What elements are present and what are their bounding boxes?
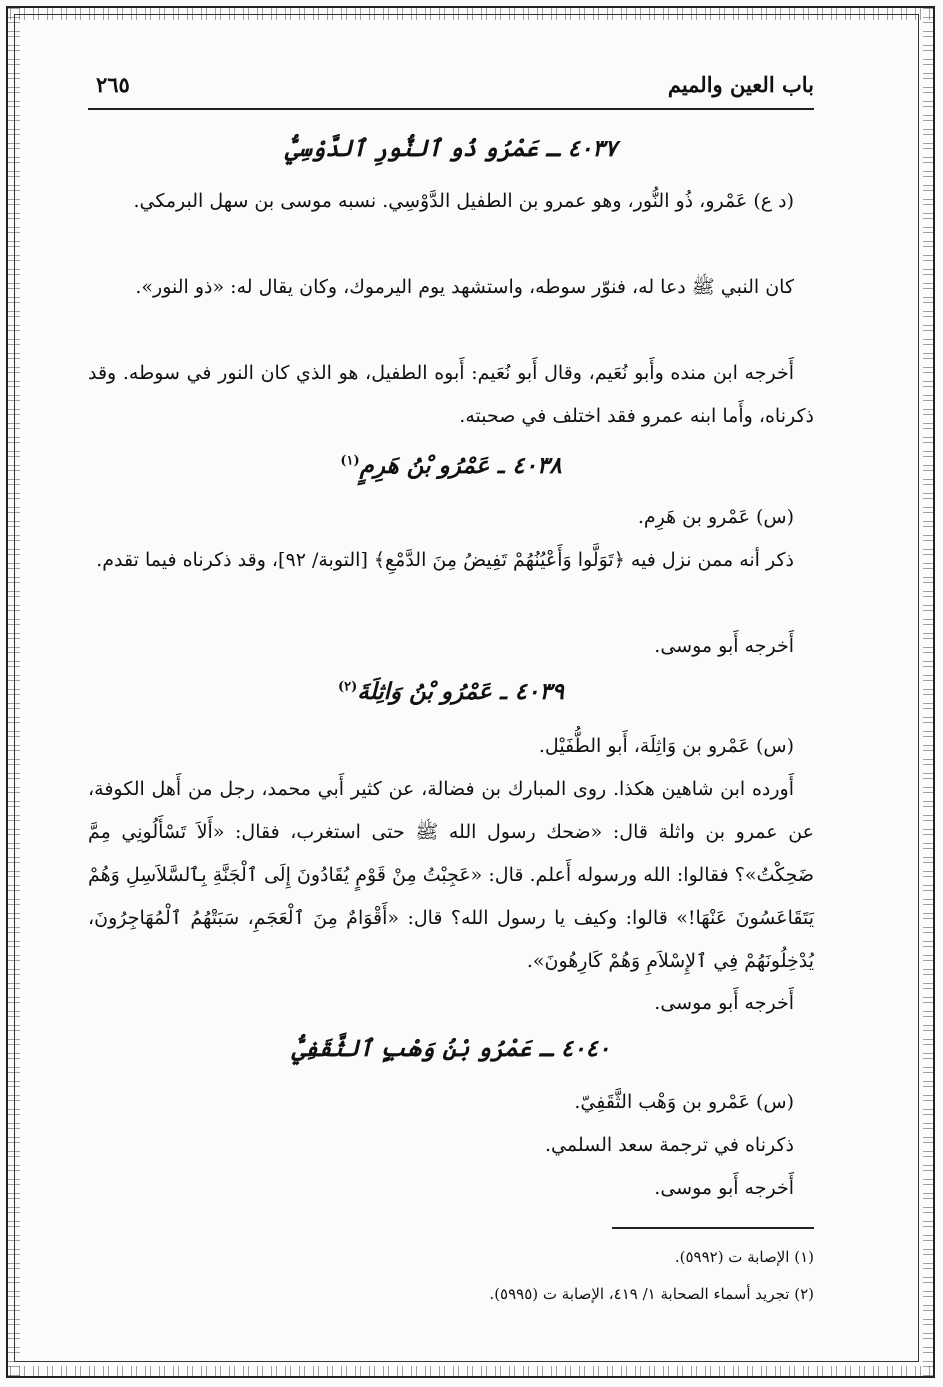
entry-4040-paragraph-2: ذكرناه في ترجمة سعد السلمي.	[544, 1134, 794, 1156]
entry-title-4040: ٤٠٤٠ ـ عَمْرُو بْنُ وَهْبٍ ٱلثَّقَفِيُّ	[291, 1035, 611, 1062]
entry-4040-paragraph-1: (س) عَمْرو بن وَهْب الثَّقَفِيّ.	[574, 1091, 794, 1113]
entry-4038-paragraph-3: أَخرجه أَبو موسى.	[654, 635, 794, 657]
entry-title-4037: ٤٠٣٧ ـ عَمْرُو ذُو ٱلنُّورِ ٱلدَّوْسِيُّ	[284, 135, 618, 162]
entry-4040-paragraph-3: أَخرجه أَبو موسى.	[654, 1177, 794, 1199]
entry-title-4038	[88, 452, 814, 479]
entry-4039-paragraph-3: أَخرجه أَبو موسى.	[654, 992, 794, 1014]
footnote-rule	[612, 1227, 814, 1229]
page-number: ٢٦٥	[96, 72, 130, 97]
entry-title-4039-text: ٤٠٣٩ ـ عَمْرُو بْنُ وَاثِلَةَ	[357, 678, 565, 705]
header-rule	[88, 108, 814, 110]
footnote-1: (١) الإصابة ت (٥٩٩٢).	[674, 1248, 814, 1266]
running-header	[88, 72, 814, 102]
entry-4038-paragraph-1: (س) عَمْرو بن هَرِم.	[637, 506, 794, 528]
footnote-mark-2: (٢)	[337, 679, 358, 695]
footnote-2: (٢) تجريد أسماء الصحابة ١/ ٤١٩، الإصابة ت (٥٩٩٥).	[489, 1285, 814, 1303]
entry-4038-paragraph-2: ذكر أنه ممن نزل فيه ﴿تَوَلَّوا وَأَعْيُنُهُمْ تَفِيضُ مِنَ الدَّمْعِ﴾ [التوبة/ ٩٢]، وقد ذكرناه فيما تقدم.	[96, 549, 794, 571]
entry-4037-paragraph-2: كان النبي ﷺ دعا له، فنوّر سوطه، واستشهد يوم اليرموك، وكان يقال له: «ذو النور».	[135, 276, 794, 298]
entry-4037-paragraph-1: (د ع) عَمْرو، ذُو النُّور، وهو عمرو بن الطفيل الدَّوْسِي. نسبه موسى بن سهل البرمكي.	[133, 190, 794, 212]
entry-title-4039	[88, 678, 814, 705]
chapter-title: باب العين والميم	[667, 72, 814, 97]
entry-4037-paragraph-3: أَخرجه ابن منده وأَبو نُعَيم، وقال أَبو نُعَيم: أَبوه الطفيل، هو الذي كان النور في سوطه. وقد ذكرناه، وأَما ابنه عمرو فقد اختلف في صحبته.	[88, 362, 814, 427]
footnote-mark-1: (١)	[340, 453, 360, 469]
entry-4039-paragraph-2: أَورده ابن شاهين هكذا. روى المبارك بن فضالة، عن كثير أَبي محمد، رجل من أَهل الكوفة، عن عمرو بن واثلة قال: «ضحك رسول الله ﷺ حتى استغرب، فقال: «أَلاَ تَسْأَلُونِي مِمَّ ضَحِكْتُ»؟ فقالوا: الله ورسوله أَعلم. قال: «عَجِبْتُ مِنْ قَوْمٍ يُقَادُونَ إِلَى ٱلْجَنَّةِ بِٱلسَّلاَسِلِ وَهُمْ يَتَقَاعَسُونَ عَنْهَا!» قالوا: وكيف يا رسول الله؟ قال: «أَقْوَامٌ مِنَ ٱلْعَجَمِ، سَبَتْهُمُ ٱلْمُهَاجِرُونَ، يُدْخِلُونَهُمْ فِي ٱلإِسْلاَمِ وَهُمْ كَارِهُونَ».	[88, 778, 814, 972]
entry-title-4038-text: ٤٠٣٨ ـ عَمْرُو بْنُ هَرِمٍ	[359, 452, 562, 479]
entry-4039-paragraph-1: (س) عَمْرو بن وَاثِلَة، أَبو الطُّفَيْل.	[538, 735, 794, 757]
